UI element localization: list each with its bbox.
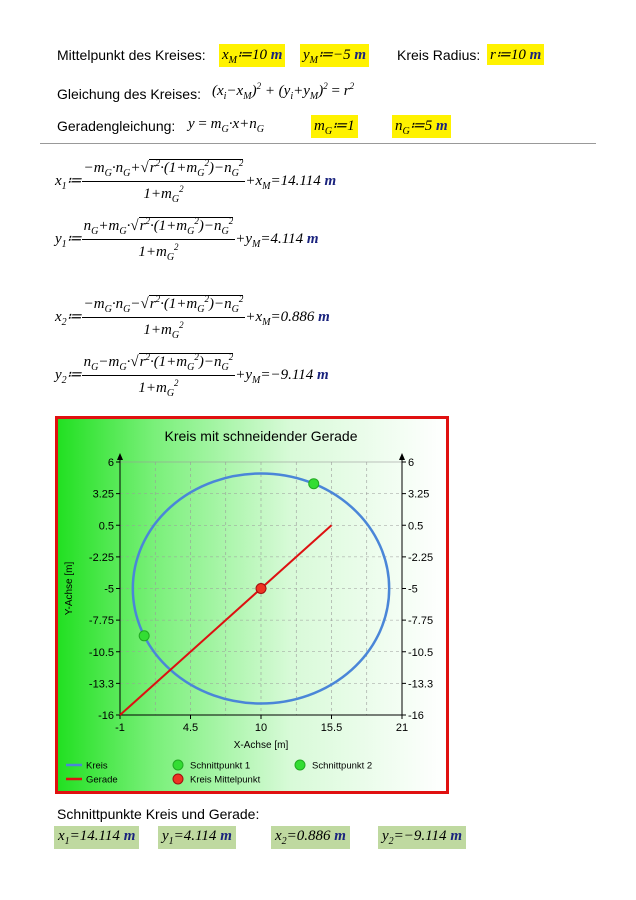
x-tick-label: -1 (115, 722, 125, 734)
geraden-label: Geradengleichung: (57, 118, 176, 134)
chart-svg (58, 419, 446, 791)
legend-label: Kreis Mittelpunkt (190, 774, 261, 786)
summary-x1-value: 14.114 (79, 828, 120, 844)
x-axis-label: X-Achse [m] (233, 740, 289, 751)
y-axis-left-arrow (117, 453, 123, 460)
summary-y2[interactable]: $y_2=-9.114$ m (378, 826, 466, 849)
mittelpunkt-label: Mittelpunkt des Kreises: (57, 47, 206, 63)
radius-label: Kreis Radius: (397, 47, 481, 63)
legend-label: Kreis (86, 760, 108, 772)
y1-result: 4.114 (270, 230, 304, 247)
center-point (256, 584, 266, 594)
summary-label: Schnittpunkte Kreis und Gerade: (57, 806, 260, 822)
xm-definition[interactable]: $x_M≔10$ m (219, 44, 285, 67)
y-tick-label-left: -10.5 (88, 646, 114, 659)
legend-swatch-dot (173, 760, 183, 770)
y-tick-label-right: -2.25 (408, 551, 434, 564)
ym-definition[interactable]: $y_M≔-5$ m (300, 44, 369, 67)
separator-line (40, 143, 596, 144)
summary-y1[interactable]: $y_1=4.114$ m (158, 826, 236, 849)
y-tick-label-right: 0.5 (408, 520, 424, 533)
y-tick-label-left: -2.25 (88, 551, 114, 564)
line-equation: $y = m_G\cdot x+n_G$ (188, 116, 264, 135)
y-tick-label-left: 0.5 (98, 520, 114, 533)
chart-frame (55, 416, 449, 794)
x2-result: 0.886 (280, 308, 315, 325)
x1-result: 14.114 (280, 172, 321, 189)
y-tick-label-left: 3.25 (92, 488, 114, 501)
legend-label: Schnittpunkt 2 (312, 760, 373, 772)
y-tick-label-left: -5 (104, 583, 114, 596)
summary-y2-value: −9.114 (403, 828, 447, 844)
y-tick-label-right: -5 (408, 583, 418, 596)
y-tick-label-left: 6 (107, 457, 114, 469)
intersection-point-1 (309, 479, 319, 489)
x1-formula[interactable]: $x_1≔$ $\frac{-m_G\cdot n_G+√r^2\cdot(1+m_G^2)-n_G^2}{1+m_G^2}$ $+x_M=14.114$ m (55, 158, 337, 205)
legend-label: Schnittpunkt 1 (190, 760, 251, 772)
y-tick-label-right: 6 (408, 457, 415, 469)
summary-y1-value: 4.114 (183, 828, 217, 844)
y-axis-right-arrow (399, 453, 405, 460)
chart-title: Kreis mit schneidender Gerade (164, 428, 358, 444)
legend-label: Gerade (86, 774, 118, 786)
y2-formula[interactable]: $y_2≔$ $\frac{n_G-m_G\cdot√r^2\cdot(1+m_G^2)-n_G^2}{1+m_G^2}$ $+y_M=-9.114$ m (55, 352, 329, 399)
y-tick-label-right: -16 (408, 710, 424, 722)
legend-swatch-dot (173, 774, 183, 784)
x-tick-label: 4.5 (182, 722, 199, 734)
x-tick-label: 15.5 (320, 722, 343, 734)
x-tick-label: 21 (395, 722, 409, 734)
ng-definition[interactable]: $n_G≔5$ m (392, 115, 451, 138)
y-tick-label-right: -13.3 (408, 678, 434, 691)
summary-x2[interactable]: $x_2=0.886$ m (271, 826, 350, 849)
y1-formula[interactable]: $y_1≔$ $\frac{n_G+m_G\cdot√r^2\cdot(1+m_G^2)-n_G^2}{1+m_G^2}$ $+y_M=4.114$ m (55, 216, 319, 263)
y-axis-label: Y-Achse [m] (64, 561, 75, 616)
radius-definition[interactable]: r≔10 m (487, 44, 544, 65)
y-tick-label-right: -10.5 (408, 646, 434, 659)
x-tick-label: 10 (254, 722, 268, 734)
y-tick-label-right: -7.75 (408, 615, 434, 628)
y-tick-label-right: 3.25 (408, 488, 430, 501)
intersection-point-2 (139, 631, 149, 641)
legend-swatch-dot (295, 760, 305, 770)
gleichung-label: Gleichung des Kreises: (57, 86, 201, 102)
circle-equation: $(x_i-x_M)^2 + (y_i+y_M)^2 = r^2$ (212, 81, 355, 102)
x2-formula[interactable]: $x_2≔$ $\frac{-m_G\cdot n_G-√r^2\cdot(1+m_G^2)-n_G^2}{1+m_G^2}$ $+x_M=0.886$ m (55, 294, 330, 341)
y-tick-label-left: -16 (98, 710, 114, 722)
y-tick-label-left: -7.75 (88, 615, 114, 628)
summary-x1[interactable]: $x_1=14.114$ m (54, 826, 139, 849)
y2-result: −9.114 (270, 366, 314, 383)
mg-definition[interactable]: $m_G≔1$ (311, 115, 358, 138)
summary-x2-value: 0.886 (296, 828, 331, 844)
y-tick-label-left: -13.3 (88, 678, 114, 691)
